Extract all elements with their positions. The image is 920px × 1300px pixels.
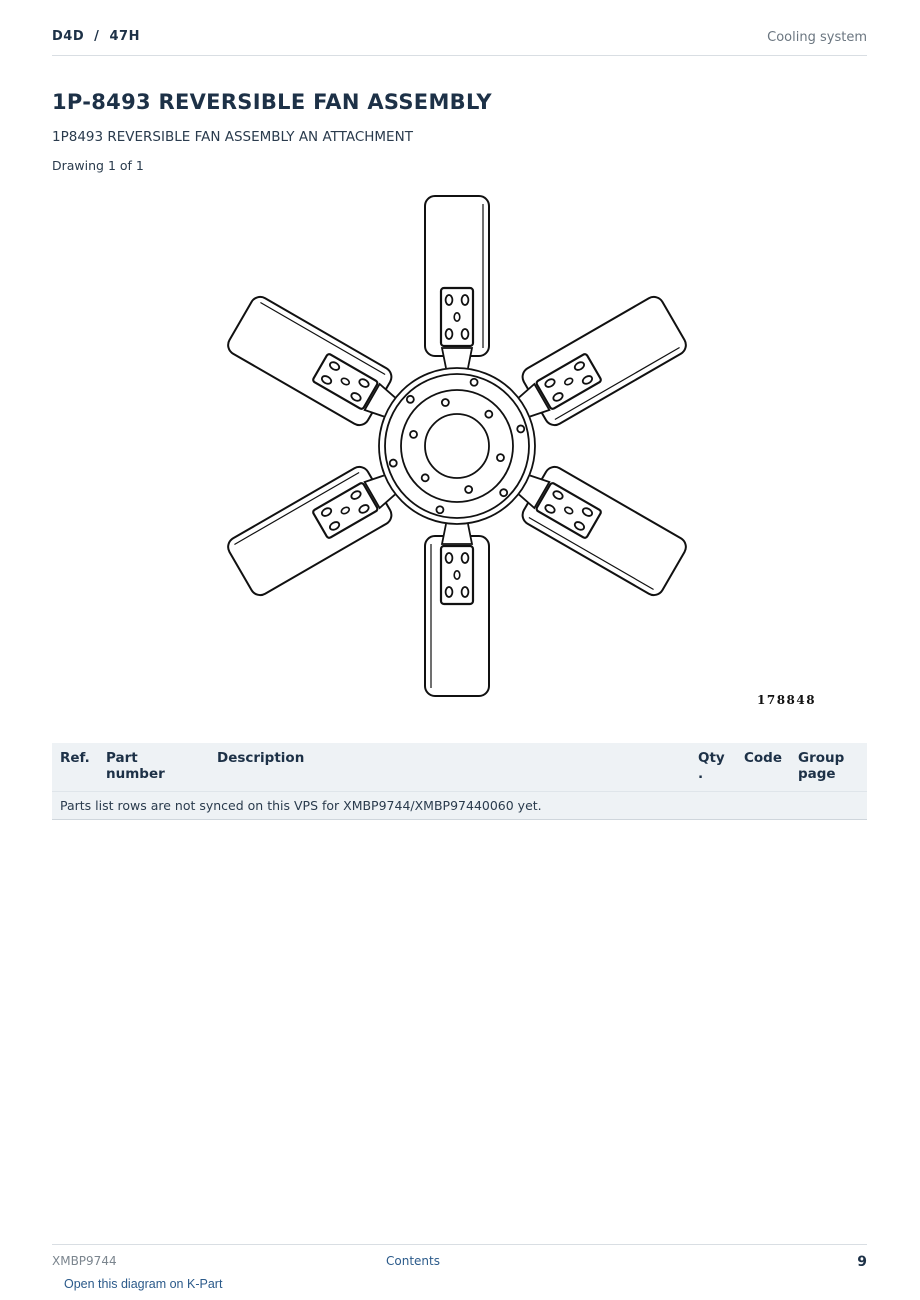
- hub-outer-ring: [379, 368, 535, 524]
- fan-blade: [509, 457, 690, 598]
- fan-blade: [224, 457, 405, 598]
- col-code: Code: [736, 743, 790, 792]
- fan-assembly-diagram: [162, 190, 817, 720]
- col-group-page: Group page: [790, 743, 867, 792]
- bolt: [446, 587, 453, 597]
- hub-hole: [465, 486, 472, 493]
- page-subtitle: 1P8493 REVERSIBLE FAN ASSEMBLY AN ATTACHMENT: [52, 129, 413, 145]
- breadcrumb: D4D / 47H: [52, 29, 140, 44]
- page-footer: [52, 1244, 867, 1291]
- page-header: [52, 29, 867, 56]
- hub-hole: [390, 460, 397, 467]
- fan-blade: [224, 293, 405, 434]
- bolt: [462, 587, 469, 597]
- bolt: [454, 571, 460, 579]
- bolt: [462, 295, 469, 305]
- table-row: [52, 792, 867, 820]
- fan-blade: [509, 293, 690, 434]
- col-description: Description: [209, 743, 690, 792]
- open-in-kpart-link[interactable]: Open this diagram on K-Part: [64, 1277, 223, 1291]
- hub-hole: [436, 506, 443, 513]
- drawing-count: Drawing 1 of 1: [52, 158, 144, 173]
- parts-sync-message: Parts list rows are not synced on this VPS for XMBP9744/XMBP97440060 yet.: [52, 792, 867, 820]
- hub-hole: [422, 474, 429, 481]
- bolt: [446, 295, 453, 305]
- col-ref: Ref.: [52, 743, 98, 792]
- hub-hole: [517, 425, 524, 432]
- bolt: [446, 553, 453, 563]
- hub-bore: [425, 414, 489, 478]
- hub-hole: [471, 379, 478, 386]
- parts-table: [52, 743, 867, 820]
- hub-hole: [410, 431, 417, 438]
- bolt: [446, 329, 453, 339]
- document-page: [52, 0, 867, 1300]
- contents-link[interactable]: Contents: [386, 1254, 440, 1268]
- hub-hole: [407, 396, 414, 403]
- fan-blade: [425, 524, 489, 696]
- hub-hole: [497, 454, 504, 461]
- hub-hole: [485, 411, 492, 418]
- fan-blade: [425, 196, 489, 368]
- hub-hole: [500, 489, 507, 496]
- hub-hole: [442, 399, 449, 406]
- hub-flange: [385, 374, 529, 518]
- page-title: 1P-8493 REVERSIBLE FAN ASSEMBLY: [52, 90, 492, 114]
- bolt: [462, 329, 469, 339]
- bolt: [462, 553, 469, 563]
- col-part-number: Part number: [98, 743, 209, 792]
- hub-inner-ring: [401, 390, 513, 502]
- page-number: 9: [857, 1254, 867, 1270]
- table-header-row: [52, 743, 867, 792]
- document-id: XMBP9744: [52, 1254, 117, 1268]
- col-qty: Qty .: [690, 743, 736, 792]
- fan-drawing: [162, 190, 762, 720]
- figure-label: 178848: [757, 693, 817, 707]
- section-name: Cooling system: [767, 30, 867, 45]
- bolt: [454, 313, 460, 321]
